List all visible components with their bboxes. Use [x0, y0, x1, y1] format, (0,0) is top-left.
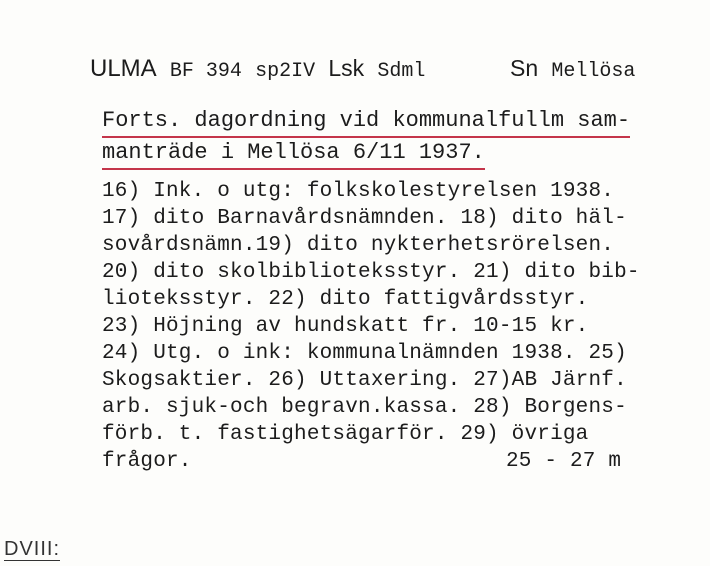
body-line: 20) dito skolbiblioteksstyr. 21) dito bib-: [102, 261, 640, 284]
province-code: Sdml: [377, 60, 426, 83]
body-line: 16) Ink. o utg: folkskolestyrelsen 1938.: [102, 180, 615, 203]
body-line: 23) Höjning av hundskatt fr. 10-15 kr.: [102, 315, 589, 338]
volume-stamp: [4, 537, 60, 561]
heading-line: manträde i Mellösa 6/11 1937.: [102, 138, 485, 170]
archive-brand: ULMA: [90, 55, 157, 82]
last-line-text: frågor.: [102, 450, 192, 473]
archive-code: BF 394: [169, 60, 242, 83]
body-line: arb. sjuk-och begravn.kassa. 28) Borgens-: [102, 396, 627, 419]
parish-name: Mellösa: [551, 60, 636, 83]
section-code: sp2IV: [255, 60, 316, 83]
body-line: Skogsaktier. 26) Uttaxering. 27)AB Järnf.: [102, 369, 627, 392]
heading-line: Forts. dagordning vid kommunalfullm sam-: [102, 106, 630, 138]
body-line: förb. t. fastighetsägarför. 29) övriga: [102, 423, 589, 446]
parish: [510, 50, 635, 90]
body-line: lioteksstyr. 22) dito fattigvårdsstyr.: [102, 288, 589, 311]
card-heading: [102, 106, 662, 170]
body-line-last: [102, 448, 682, 475]
body-line: 24) Utg. o ink: kommunalnämnden 1938. 25): [102, 342, 627, 365]
card-header: [90, 50, 660, 86]
body-line: sovårdsnämn.19) dito nykterhetsrörelsen.: [102, 234, 615, 257]
region-code: Lsk: [328, 55, 365, 81]
stamp-text: DVIII:: [4, 538, 61, 560]
agenda-body: [102, 178, 682, 475]
page-range: 25 - 27 m: [506, 450, 622, 473]
body-line: 17) dito Barnavårdsnämnden. 18) dito häl-: [102, 207, 627, 230]
parish-label: Sn: [510, 55, 539, 81]
